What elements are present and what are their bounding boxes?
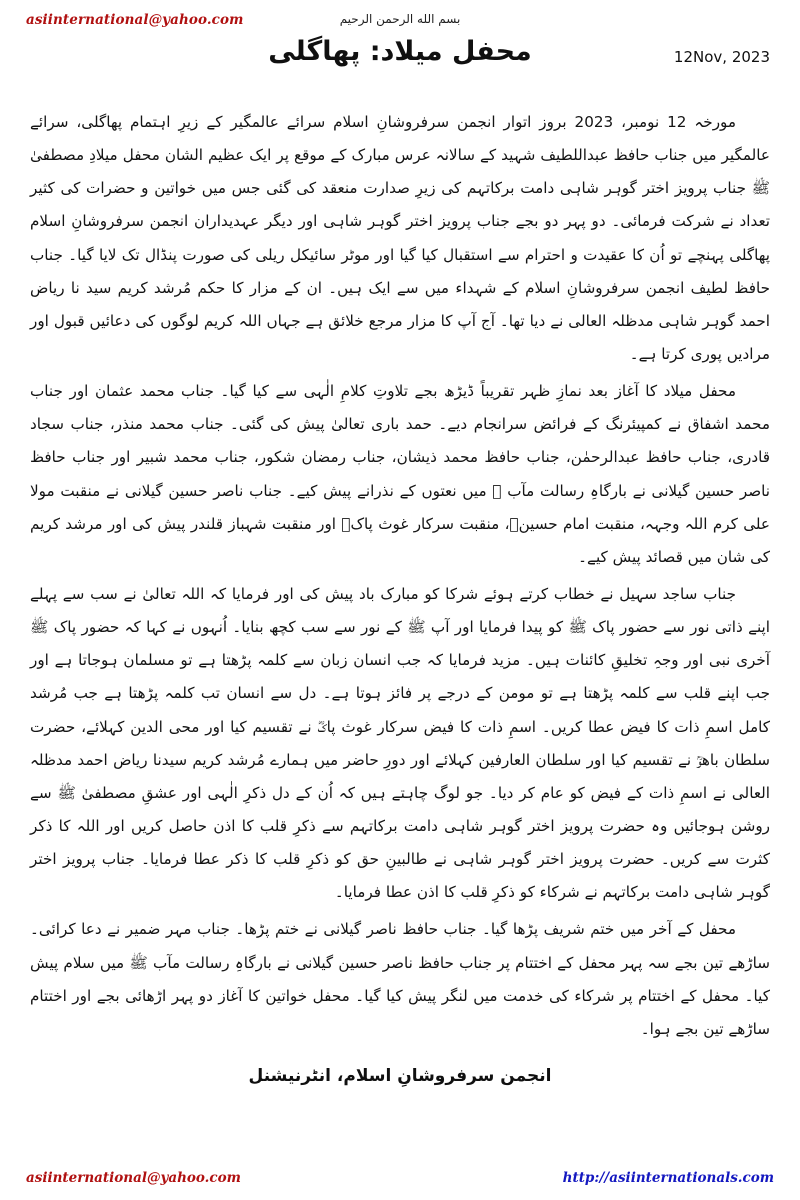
paragraph: محفل کے آخر میں ختم شریف پڑھا گیا۔ جناب حافظ ناصر گیلانی نے ختم پڑھا۔ جناب مہر ضمیر نے دعا کرائی۔ ساڑھے تین بجے سہ پہر محفل کے اختتام پر جناب حافظ ناصر حسین گیلانی نے بارگاہِ رسالت مآب ﷺ میں سلام پیش کیا۔ محفل کے اختتام پر شرکاء کی خدمت میں لنگر پیش کیا گیا۔ محفل خواتین کا آغاز دو پہر اڑھائی بجے اور اختتام ساڑھے تین بجے ہوا۔ bbox=[30, 920, 770, 1038]
document-footer bbox=[26, 1170, 774, 1186]
document-body bbox=[26, 106, 774, 1046]
bismillah-line: بسم الله الرحمن الرحيم bbox=[339, 12, 461, 26]
page-title: محفل میلاد: پھاگلی bbox=[268, 36, 532, 67]
header-email: asiinternational@yahoo.com bbox=[26, 12, 244, 28]
paragraph: محفل میلاد کا آغاز بعد نمازِ ظہر تقریباً ڈیڑھ بجے تلاوتِ کلامِ الٰہی سے کیا گیا۔ جناب محمد عثمان اور جناب محمد اشفاق نے کمپیئرنگ کے فرائض سرانجام دیے۔ حمد باری تعالیٰ پیش کی گئی۔ جناب محمد منذر، جناب سجاد قادری، جناب حافظ عبدالرحمٰن، جناب حافظ محمد ذیشان، جناب رمضان شکور، جناب محمد شبیر اور جناب حافظ ناصر حسین گیلانی نے بارگاہِ رسالت مآب ﷺ میں نعتوں کے نذرانے پیش کیے۔ جناب ناصر حسین گیلانی نے منقبت مولا علی کرم اللہ وجہہ، منقبت امام حسینؓ، منقبت سرکار غوث پاکؓ اور منقبت شہباز قلندر پیش کی اور مرشد کریم کی شان میں قصائد پیش کیے۔ bbox=[30, 382, 770, 566]
organization-signature: انجمن سرفروشانِ اسلام، انٹرنیشنل bbox=[248, 1065, 552, 1086]
footer-website-link[interactable]: http://asiinternationals.com bbox=[562, 1170, 774, 1186]
paragraph: مورخہ 12 نومبر، 2023 بروز اتوار انجمن سرفروشانِ اسلام سرائے عالمگیر کے زیرِ اہتمام پھاگلی، سرائے عالمگیر میں جناب حافظ عبداللطیف شہید کے سالانہ عرس مبارک کے موقع پر ایک عظیم الشان محفل میلادِ مصطفیٰ ﷺ جناب پرویز اختر گوہر شاہی دامت برکاتہم کی زیرِ صدارت منعقد کی گئی جس میں خواتین و حضرات کی کثیر تعداد نے شرکت فرمائی۔ دو پہر دو بجے جناب پرویز اختر گوہر شاہی اور دیگر عہدیداران انجمن سرفروشانِ اسلام پھاگلی پہنچے تو اُن کا عقیدت و احترام سے استقبال کیا گیا اور موٹر سائیکل ریلی کی صورت پنڈال تک لایا گیا۔ جناب حافظ لطیف انجمن سرفروشانِ اسلام کے شہداء میں سے ایک ہیں۔ ان کے مزار کا حکم مُرشد کریم سید نا ریاض احمد گوہر شاہی مدظلہ العالی نے دیا تھا۔ آج آپ کا مزار مرجع خلائق ہے جہاں اللہ کریم لوگوں کی دعائیں قبول اور مرادیں پوری کرتا ہے۔ bbox=[30, 113, 770, 363]
footer-email: asiinternational@yahoo.com bbox=[26, 1170, 241, 1186]
document-header bbox=[26, 10, 774, 106]
paragraph: جناب ساجد سہیل نے خطاب کرتے ہوئے شرکا کو مبارک باد پیش کی اور فرمایا کہ اللہ تعالیٰ نے سب سے پہلے اپنے ذاتی نور سے حضور پاک ﷺ کو پیدا فرمایا اور آپ ﷺ کے نور سے سب کچھ بنایا۔ اُنہوں نے کہا کہ حضور پاک ﷺ آخری نبی اور وجہِ تخلیقِ کائنات ہیں۔ مزید فرمایا کہ جب انسان زبان سے کلمہ پڑھتا ہے تو مسلمان ہوجاتا ہے اور جب اپنے قلب سے کلمہ پڑھتا ہے تو مومن کے درجے پر فائز ہوتا ہے۔ دل سے انسان تب کلمہ پڑھتا ہے جب مُرشد کامل اسمِ ذات کا فیض عطا کریں۔ اسمِ ذات کا فیض سرکار غوث پاکؓ نے تقسیم کیا اور محی الدین کہلائے، حضرت سلطان باھوؒ نے تقسیم کیا اور سلطان العارفین کہلائے اور دورِ حاضر میں ہمارے مُرشد کریم سیدنا ریاض احمد مدظلہ العالی نے اسمِ ذات کے فیض کو عام کر دیا۔ جو لوگ چاہتے ہیں کہ اُن کے دل ذکرِ الٰہی اور عشقِ مصطفیٰ ﷺ سے روشن ہوجائیں وہ حضرت پرویز اختر گوہر شاہی دامت برکاتہم سے ذکرِ قلب کا اذن حاصل کریں اور اللہ کا ذکر کثرت سے کریں۔ حضرت پرویز اختر گوہر شاہی نے طالبینِ حق کو ذکرِ قلب کا ذکر عطا فرمایا۔ جناب پرویز اختر گوہر شاہی دامت برکاتہم نے شرکاء کو ذکرِ قلب کا اذن عطا فرمایا۔ bbox=[30, 584, 770, 902]
document-date: 12Nov, 2023 bbox=[673, 48, 770, 66]
